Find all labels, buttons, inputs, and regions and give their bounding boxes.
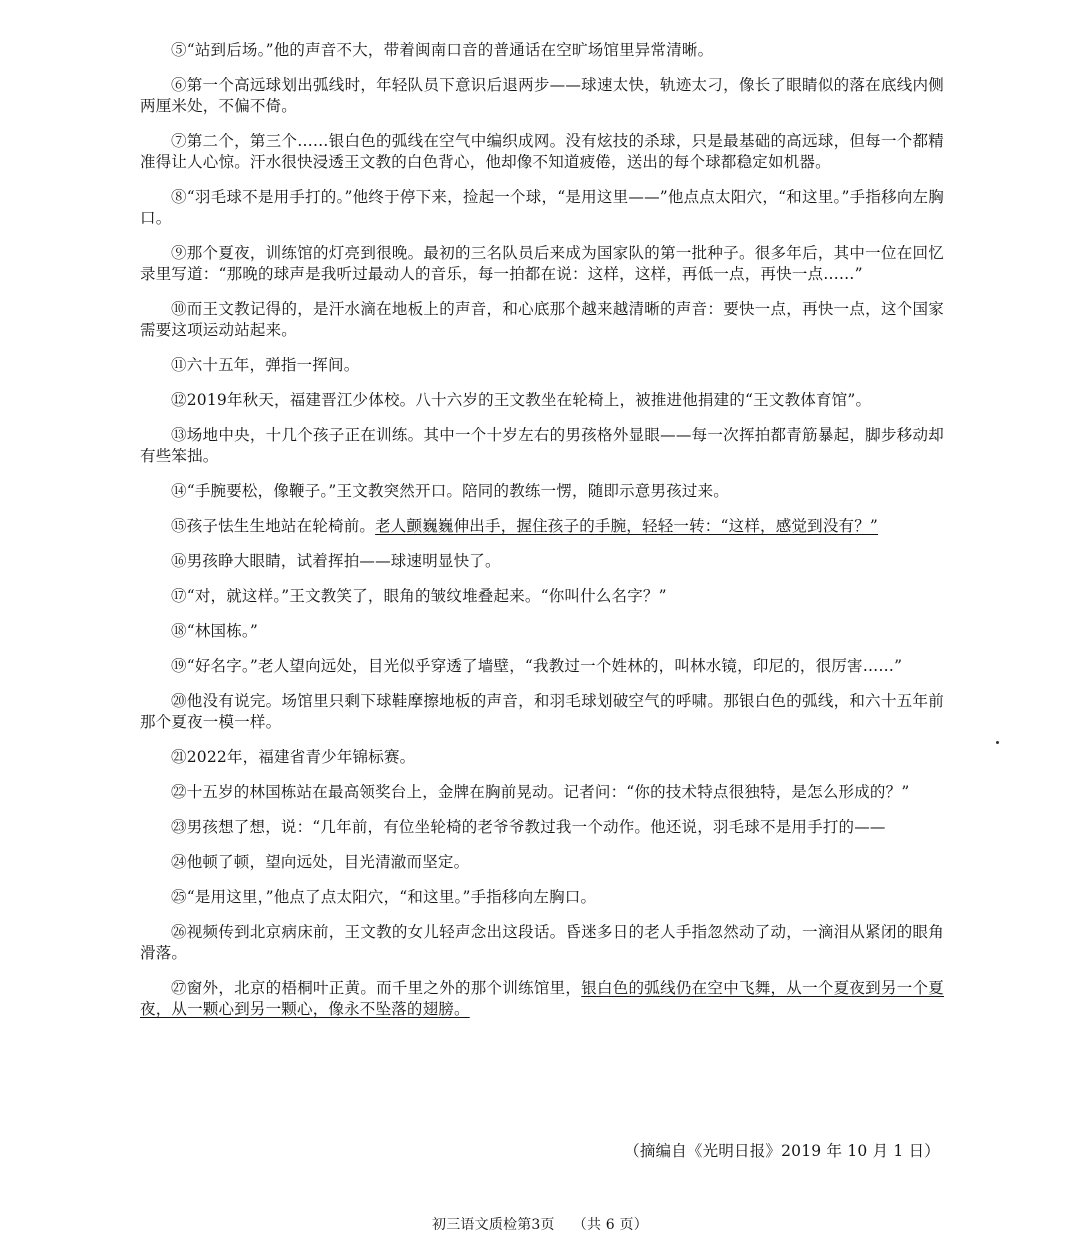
paragraph-8: ⑧“羽毛球不是用手打的。”他终于停下来，捡起一个球，“是用这里——”他点点太阳穴，“和这里。”手指移向左胸口。 [140,188,944,227]
paragraph-10: ⑩而王文教记得的，是汗水滴在地板上的声音，和心底那个越来越清晰的声音：要快一点，再快一点，这个国家需要这项运动站起来。 [140,300,944,339]
paragraph-27: ㉗窗外，北京的梧桐叶正黄。而千里之外的那个训练馆里，银白色的弧线仍在空中飞舞，从一个夏夜到另一个夏夜，从一颗心到另一颗心，像永不坠落的翅膀。 [140,979,944,1018]
paragraph-6: ⑥第一个高远球划出弧线时，年轻队员下意识后退两步——球速太快，轨迹太刁，像长了眼睛似的落在底线内侧两厘米处，不偏不倚。 [140,76,944,115]
paragraph-5: ⑤“站到后场。”他的声音不大，带着闽南口音的普通话在空旷场馆里异常清晰。 [171,41,714,59]
underlined-sentence: 老人颤巍巍伸出手，握住孩子的手腕，轻轻一转：“这样，感觉到没有？” [375,517,879,535]
underlined-sentence: 银白色的弧线仍在空中飞舞，从一个夏夜到另一个夏夜，从一颗心到另一颗心，像永不坠落的翅膀。 [140,979,944,1018]
paragraph-24: ㉔他顿了顿，望向远处，目光清澈而坚定。 [171,853,470,871]
page-number-label: 初三语文质检第3页 [432,1217,555,1233]
paragraph-17: ⑰“对，就这样。”王文教笑了，眼角的皱纹堆叠起来。“你叫什么名字？” [171,587,667,605]
paragraph-13: ⑬场地中央，十几个孩子正在训练。其中一个十岁左右的男孩格外显眼——每一次挥拍都青筋暴起，脚步移动却有些笨拙。 [140,426,944,465]
paragraph-21: ㉑2022年，福建省青少年锦标赛。 [171,748,416,766]
scan-speck [996,741,999,744]
paragraph-25: ㉕“是用这里，”他点了点太阳穴，“和这里。”手指移向左胸口。 [171,888,597,906]
paragraph-14: ⑭“手腕要松，像鞭子。”王文教突然开口。陪同的教练一愣，随即示意男孩过来。 [171,482,730,500]
paragraph-20: ⑳他没有说完。场馆里只剩下球鞋摩擦地板的声音，和羽毛球划破空气的呼啸。那银白色的弧线，和六十五年前那个夏夜一模一样。 [140,692,944,731]
paragraph-26: ㉖视频传到北京病床前，王文教的女儿轻声念出这段话。昏迷多日的老人手指忽然动了动，一滴泪从紧闭的眼角滑落。 [140,923,944,962]
page-footer [0,1214,1080,1234]
paragraph-16: ⑯男孩睁大眼睛，试着挥拍——球速明显快了。 [171,552,501,570]
paragraph-22: ㉒十五岁的林国栋站在最高领奖台上，金牌在胸前晃动。记者问：“你的技术特点很独特，是怎么形成的？” [171,783,910,801]
paragraph-23: ㉓男孩想了想，说：“几年前，有位坐轮椅的老爷爷教过我一个动作。他还说，羽毛球不是用手打的—— [171,818,886,836]
paragraph-9: ⑨那个夏夜，训练馆的灯亮到很晚。最初的三名队员后来成为国家队的第一批种子。很多年后，其中一位在回忆录里写道：“那晚的球声是我听过最动人的音乐，每一拍都在说：这样，这样，再低一点，再快一点……” [140,244,944,283]
paragraph-12: ⑫2019年秋天，福建晋江少体校。八十六岁的王文教坐在轮椅上，被推进他捐建的“王文教体育馆”。 [171,391,872,409]
paragraph-19: ⑲“好名字。”老人望向远处，目光似乎穿透了墙壁，“我教过一个姓林的，叫林水镜，印尼的，很厉害……” [171,657,903,675]
source-citation: （摘编自《光明日报》2019 年 10 月 1 日） [624,1142,940,1160]
page-total-label: （共 6 页） [572,1217,648,1233]
paragraph-11: ⑪六十五年，弹指一挥间。 [171,356,360,374]
article-body [140,40,944,1034]
paragraph-18: ⑱“林国栋。” [171,622,258,640]
paragraph-15: ⑮孩子怯生生地站在轮椅前。老人颤巍巍伸出手，握住孩子的手腕，轻轻一转：“这样，感觉到没有？” [171,517,879,535]
paragraph-7: ⑦第二个，第三个……银白色的弧线在空气中编织成网。没有炫技的杀球，只是最基础的高远球，但每一个都精准得让人心惊。汗水很快浸透王文教的白色背心，他却像不知道疲倦，送出的每个球都稳定如机器。 [140,132,944,171]
